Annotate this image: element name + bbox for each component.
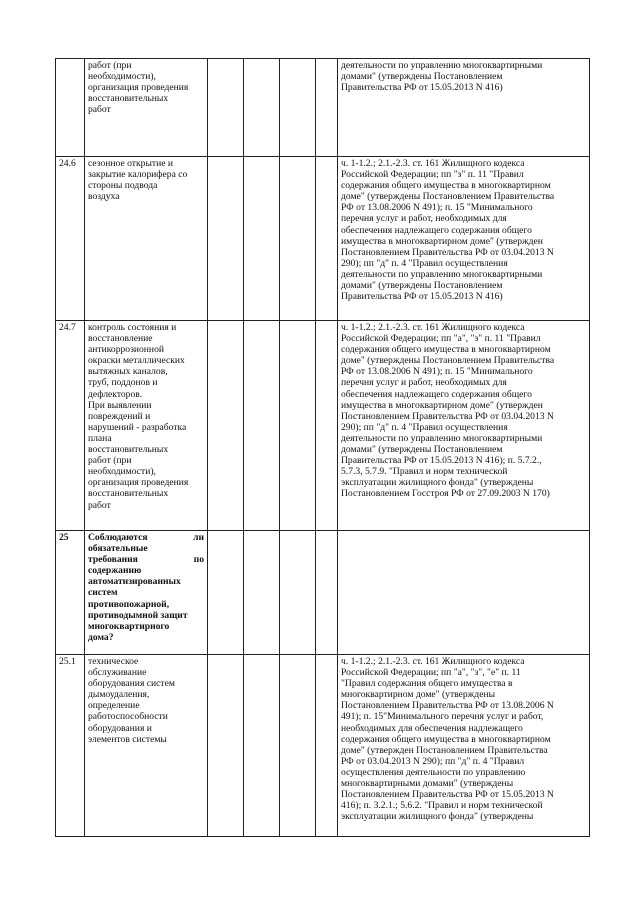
table-row-section-header	[56, 531, 590, 655]
answer-cell	[244, 321, 280, 531]
answer-cell	[316, 59, 338, 157]
question-line: содержанию	[88, 565, 142, 577]
question-line: противопожарной,	[88, 598, 170, 610]
requirement-question	[85, 531, 208, 655]
question-line: дома?	[88, 631, 114, 643]
requirement-text: контроль состояния и восстановление антикоррозионной окраски металлических вытяжных каналов, труб, поддонов и дефлекторов. При выявлении повреждений и нарушений - разработка плана восстановительных работ (при необходимости), организация проведения восстановительных работ	[85, 321, 208, 531]
answer-cell	[316, 321, 338, 531]
answer-cell	[280, 531, 316, 655]
answer-cell	[244, 59, 280, 157]
question-line: противодымной защит	[88, 609, 188, 621]
question-line: систем	[88, 587, 118, 599]
question-line: автоматизированных	[88, 576, 181, 588]
question-line: многоквартирного	[88, 620, 170, 632]
legal-basis-text: ч. 1-1.2.; 2.1.-2.3. ст. 161 Жилищного кодекса Российской Федерации; пп "а", "з", "е" п. 11 "Правил содержания общего имущества в многоквартирном доме" (утверждены Постановлением Правительства РФ от 13.08.2006 N 491); п. 15"Минимального перечня услуг и работ, необходимых для обеспечения надлежащего содержания общего имущества в многоквартирном доме" (утвержден Постановлением Правительства РФ от 03.04.2013 N 290); пп "д" п. 4 "Правил осуществления деятельности по управлению многоквартирными домами" (утверждены Постановлением Правительства РФ от 15.05.2013 N 416); п. 3.2.1.; 5.6.2. "Правил и норм технической эксплуатации жилищного фонда" (утверждены	[338, 655, 590, 837]
question-line: Соблюдаются ли	[88, 532, 204, 543]
requirement-text: сезонное открытие и закрытие калорифера со стороны подвода воздуха	[85, 157, 208, 321]
answer-cell	[280, 157, 316, 321]
answer-cell	[316, 655, 338, 837]
item-number: 25	[56, 531, 85, 655]
answer-cell	[280, 655, 316, 837]
table-row	[56, 59, 590, 157]
requirement-text: работ (при необходимости), организация проведения восстановительных работ	[85, 59, 208, 157]
answer-cell	[244, 655, 280, 837]
answer-cell	[208, 59, 244, 157]
answer-cell	[244, 531, 280, 655]
table-row	[56, 321, 590, 531]
item-number	[56, 59, 85, 157]
answer-cell	[280, 59, 316, 157]
legal-basis-text	[338, 531, 590, 655]
item-number: 25.1	[56, 655, 85, 837]
legal-basis-text: ч. 1-1.2.; 2.1.-2.3. ст. 161 Жилищного кодекса Российской Федерации; пп "а", "з" п. 11 "Правил содержания общего имущества в многоквартирном доме" (утверждены Постановлением Правительства РФ от 13.08.2006 N 491); п. 15 "Минимального перечня услуг и работ, необходимых для обеспечения надлежащего содержания общего имущества в многоквартирном доме" (утвержден Постановлением Правительства РФ от 03.04.2013 N 290); пп "д" п. 4 "Правил осуществления деятельности по управлению многоквартирными домами" (утверждены Постановлением Правительства РФ от 15.05.2013 N 416); п. 5.7.2., 5.7.3, 5.7.9. "Правил и норм технической эксплуатации жилищного фонда" (утверждены Постановлением Госстроя РФ от 27.09.2003 N 170)	[338, 321, 590, 531]
question-line: обязательные	[88, 543, 148, 555]
item-number: 24.6	[56, 157, 85, 321]
answer-cell	[208, 531, 244, 655]
table-row	[56, 157, 590, 321]
answer-cell	[208, 655, 244, 837]
requirement-text: техническое обслуживание оборудования систем дымоудаления, определение работоспособности оборудования и элементов системы	[85, 655, 208, 837]
legal-basis-text: ч. 1-1.2.; 2.1.-2.3. ст. 161 Жилищного кодекса Российской Федерации; пп "з" п. 11 "Правил содержания общего имущества в многоквартирном доме" (утверждены Постановлением Правительства РФ от 13.08.2006 N 491); п. 15 "Минимального перечня услуг и работ, необходимых для обеспечения надлежащего содержания общего имущества в многоквартирном доме" (утвержден Постановлением Правительства РФ от 03.04.2013 N 290); пп "д" п. 4 "Правил осуществления деятельности по управлению многоквартирными домами" (утверждены Постановлением Правительства РФ от 15.05.2013 N 416)	[338, 157, 590, 321]
answer-cell	[316, 531, 338, 655]
answer-cell	[280, 321, 316, 531]
question-line: требования по	[88, 554, 204, 566]
answer-cell	[208, 321, 244, 531]
table-row	[56, 655, 590, 837]
answer-cell	[316, 157, 338, 321]
item-number: 24.7	[56, 321, 85, 531]
answer-cell	[244, 157, 280, 321]
inspection-checklist-table	[55, 58, 590, 837]
legal-basis-text: деятельности по управлению многоквартирными домами" (утверждены Постановлением Правительства РФ от 15.05.2013 N 416)	[338, 59, 590, 157]
answer-cell	[208, 157, 244, 321]
